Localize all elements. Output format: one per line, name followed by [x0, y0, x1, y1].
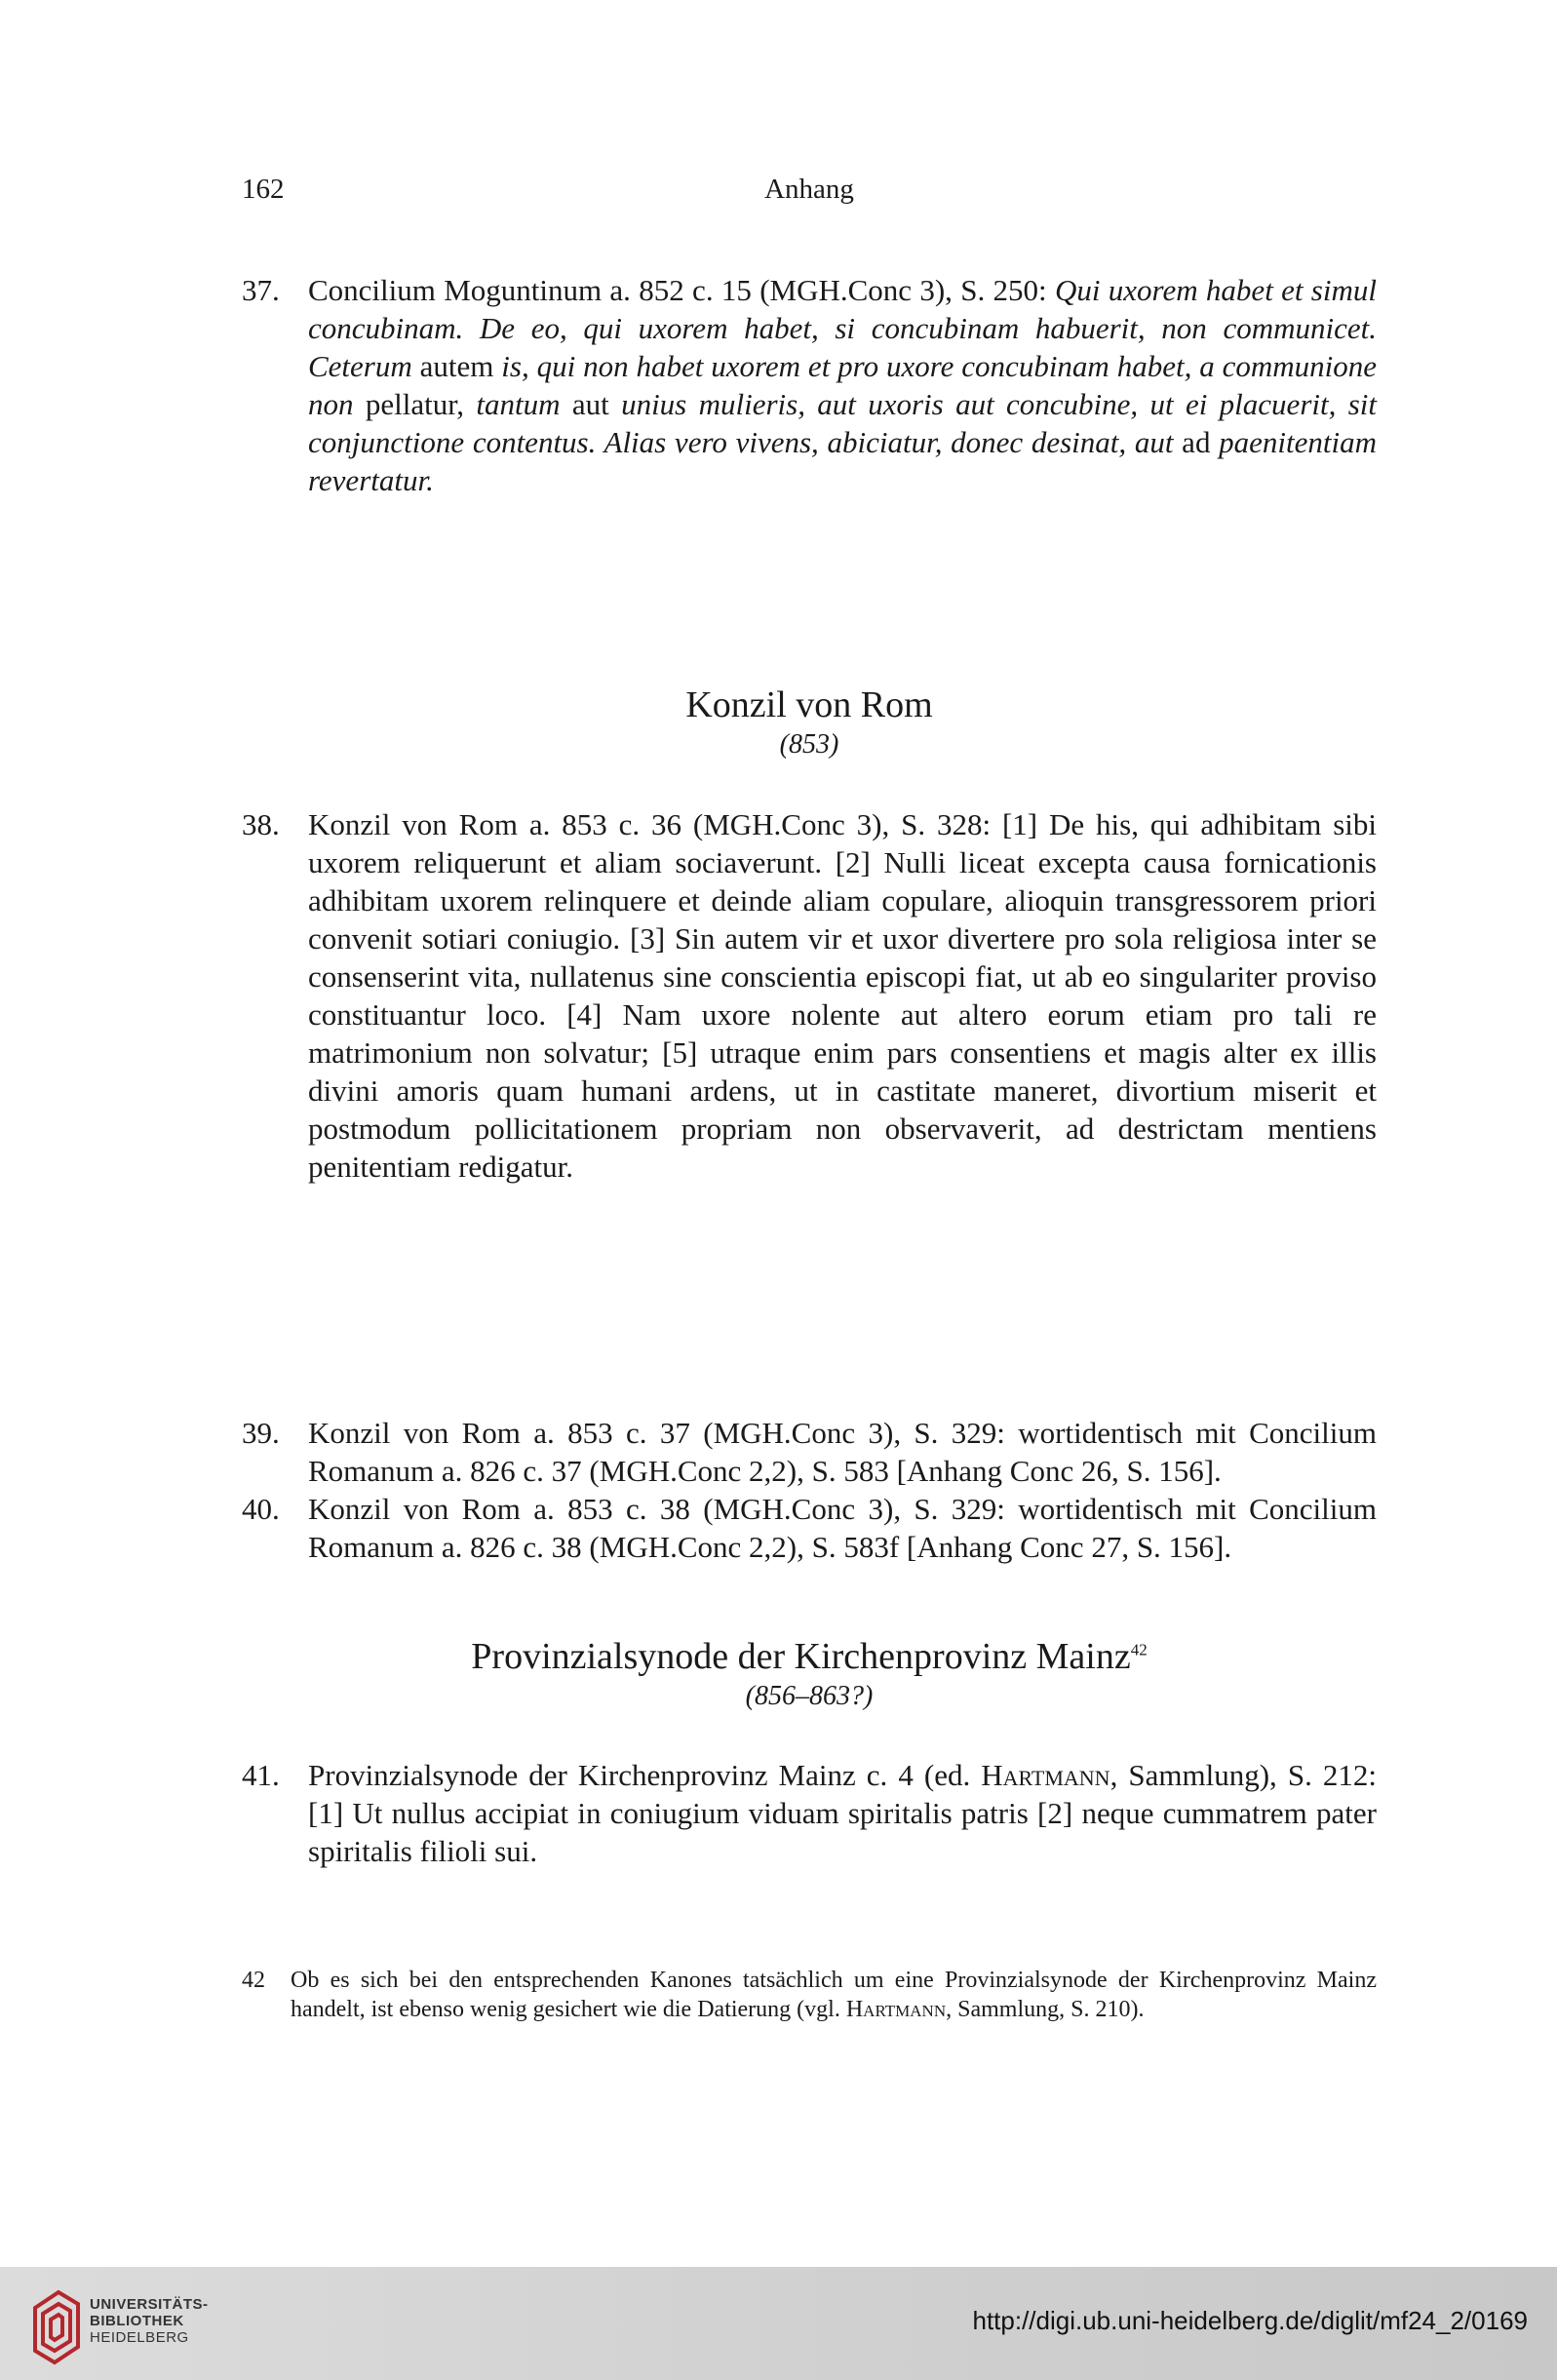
- text-run: Concilium Moguntinum a. 852 c. 15 (MGH.Conc 3), S. 250:: [308, 273, 1055, 307]
- footnote-reference[interactable]: 42: [1130, 1640, 1148, 1659]
- library-name-line: HEIDELBERG: [90, 2329, 189, 2346]
- author-name: Hartmann: [981, 1758, 1110, 1792]
- italic-run: tantum: [476, 387, 561, 421]
- entry-39: [242, 1414, 1377, 1490]
- entry-text: [308, 271, 1377, 499]
- entry-text: [308, 1756, 1377, 1870]
- text-run: autem: [411, 349, 502, 383]
- section-date: (856–863?): [745, 1681, 874, 1711]
- entry-text: Konzil von Rom a. 853 c. 38 (MGH.Conc 3), S. 329: wortidentisch mit Concilium Romanum a. 826 c. 38 (MGH.Conc 2,2), S. 583f [Anhang Conc 27, S. 156].: [308, 1492, 1377, 1564]
- text-run: Ob es sich bei den entsprechenden Kanones tatsächlich um eine Provinzialsynode der Kirchenprovinz Mainz handelt, ist ebenso wenig gesichert wie die Datierung (vgl.: [291, 1968, 1377, 2022]
- entry-number: 39.: [242, 1416, 280, 1450]
- entry-text: Konzil von Rom a. 853 c. 36 (MGH.Conc 3), S. 328: [1] De his, qui adhibitam sibi uxorem reliquerunt et aliam sociaverunt. [2] Nulli liceat excepta causa fornicationis adhibitam uxorem relinquere et deinde aliam copulare, alioquin transgressorem priori convenit sotiari coniugio. [3] Sin autem vir et uxor divertere pro sola religiosa inter se consenserint vita, nullatenus sine conscientia episcopi fiat, ut ab eo singulariter proviso constituantur loco. [4] Nam uxore nolente aut altero eorum etiam pro tali re matrimonium non solvatur; [5] utraque enim pars consentiens et magis alter ex illis divini amoris quam humani ardens, ut in castitate maneret, divortium miserit et postmodum pollicitationem propriam non observaverit, ad destrictam mentiens penitentiam redigatur.: [308, 807, 1377, 1184]
- entry-40: [242, 1490, 1377, 1566]
- library-name-line: UNIVERSITÄTS-: [90, 2296, 209, 2313]
- footnote-42: [242, 1966, 1377, 2024]
- section-title-text: Provinzialsynode der Kirchenprovinz Mainz: [471, 1636, 1131, 1677]
- entry-text: Konzil von Rom a. 853 c. 37 (MGH.Conc 3), S. 329: wortidentisch mit Concilium Romanum a. 826 c. 37 (MGH.Conc 2,2), S. 583 [Anhang Conc 26, S. 156].: [308, 1416, 1377, 1488]
- entry-37: [242, 271, 1377, 499]
- section-title: [242, 1634, 1377, 1679]
- footnote-text: [291, 1966, 1377, 2024]
- page-number: 162: [242, 174, 285, 205]
- entry-41: [242, 1756, 1377, 1870]
- italic-run: unius mulieris, aut uxoris aut concubine, ut ei placuerit, sit conjunctione contentus. Alias vero vivens, abiciatur, donec desinat, aut: [308, 387, 1377, 459]
- entry-number: 37.: [242, 273, 280, 307]
- section-title: Konzil von Rom: [685, 684, 933, 725]
- library-logo-icon: [29, 2279, 84, 2366]
- entry-number: 38.: [242, 807, 280, 841]
- italic-run: paenitentiam revertatur.: [308, 425, 1377, 497]
- library-name: [90, 2296, 209, 2346]
- italic-run: is, qui non habet uxorem et pro uxore concubinam habet, a communione non: [308, 349, 1377, 421]
- section-heading-rom: [242, 683, 1377, 762]
- footer-bar: [0, 2267, 1557, 2380]
- author-name: Hartmann: [845, 1997, 947, 2022]
- running-title: Anhang: [764, 174, 854, 205]
- text-run: aut: [560, 387, 622, 421]
- italic-run: Qui uxorem habet et simul concubinam. De eo, qui uxorem habet, si concubinam habuerit, non communicet. Ceterum: [308, 273, 1377, 383]
- page-header: [242, 174, 1377, 213]
- text-run: pellatur,: [353, 387, 477, 421]
- entry-number: 40.: [242, 1492, 280, 1526]
- text-run: ad: [1173, 425, 1220, 459]
- text-run: , Sammlung), S. 212: [1] Ut nullus accipiat in coniugium viduam spiritalis patris [2] neque cummatrem pater spiritalis filioli sui.: [308, 1758, 1378, 1868]
- source-url-link[interactable]: http://digi.ub.uni-heidelberg.de/diglit/mf24_2/0169: [972, 2306, 1528, 2335]
- footnote-number: 42: [242, 1968, 265, 1993]
- entry-38: [242, 805, 1377, 1186]
- text-run: , Sammlung, S. 210).: [946, 1997, 1145, 2022]
- section-date: (853): [779, 729, 839, 760]
- section-heading-mainz: [242, 1634, 1377, 1714]
- text-run: Provinzialsynode der Kirchenprovinz Mainz c. 4 (ed.: [308, 1758, 982, 1792]
- library-name-line: BIBLIOTHEK: [90, 2313, 184, 2329]
- entry-number: 41.: [242, 1758, 280, 1792]
